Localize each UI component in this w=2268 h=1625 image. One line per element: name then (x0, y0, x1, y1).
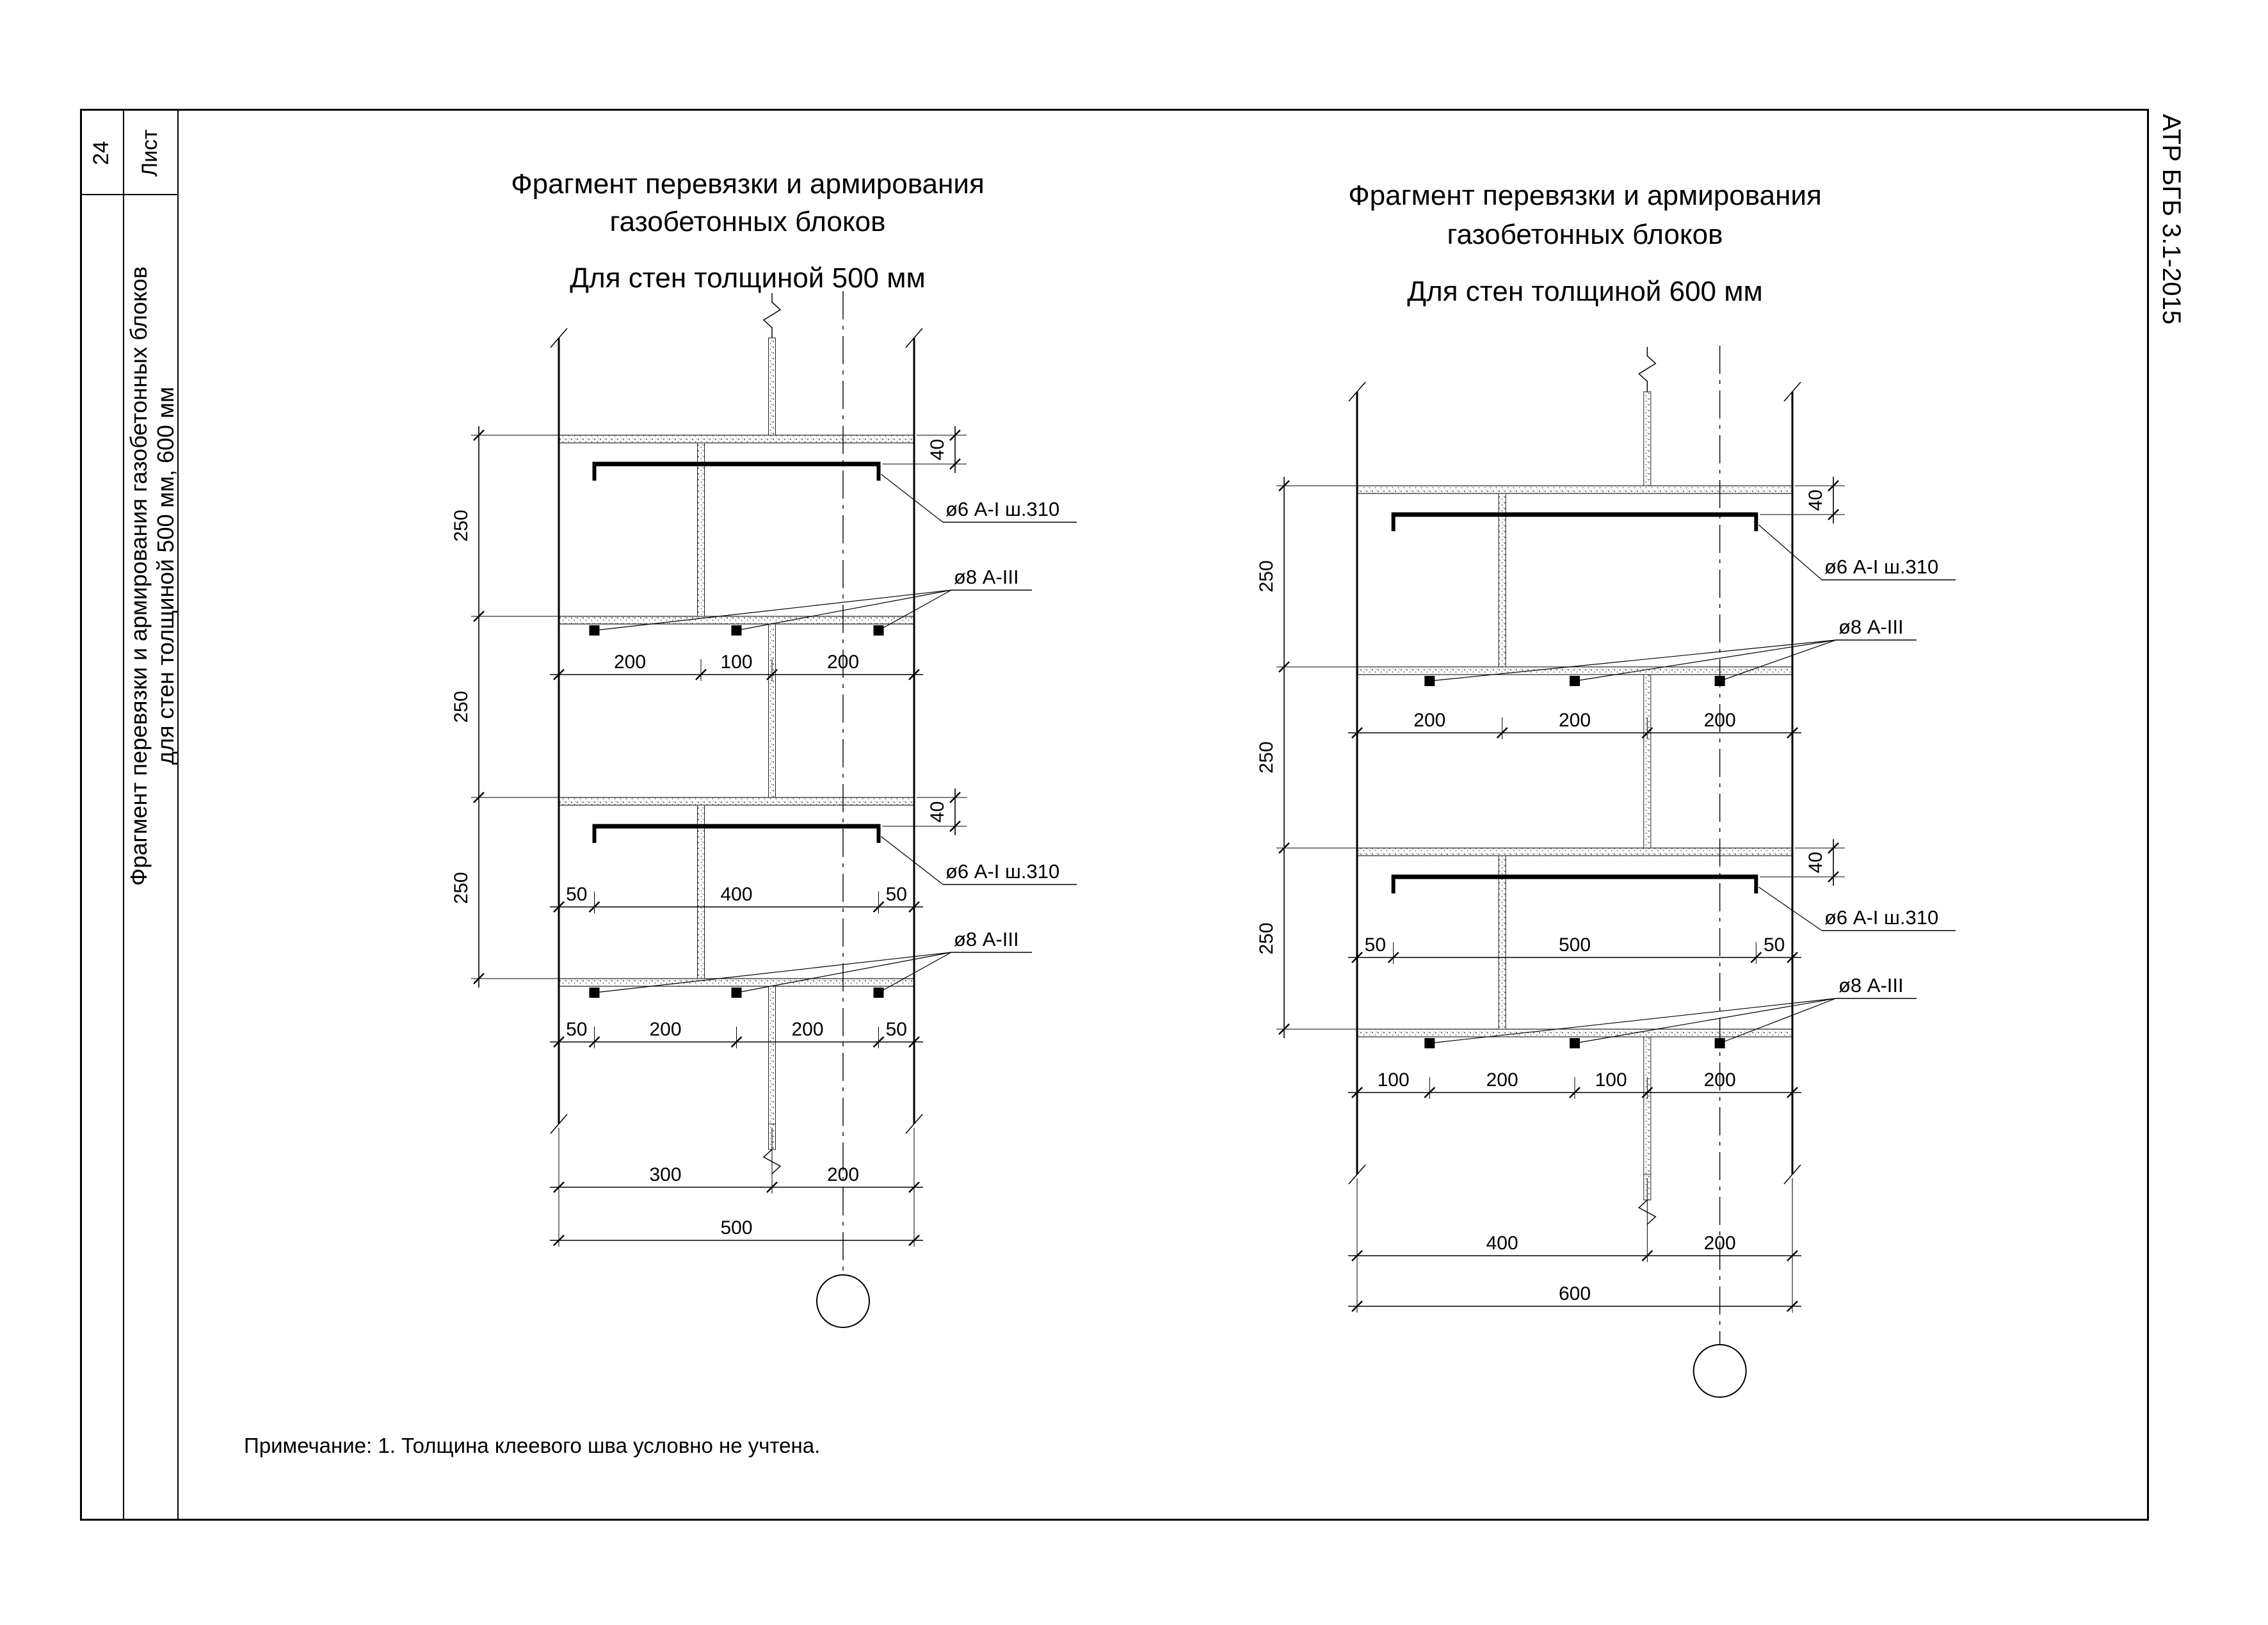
dim-label: 200 (791, 1019, 824, 1040)
drawing2-title-line1: Фрагмент перевязки и армирования (1348, 180, 1822, 211)
rebar-dot (1715, 1038, 1725, 1048)
rebar-annotation: ø8 А-III (1838, 974, 1904, 997)
dim-label: 100 (720, 652, 753, 673)
rebar-annotation: ø8 А-III (1838, 616, 1904, 638)
mortar-joint-band (1357, 1029, 1792, 1037)
vertical-joint (1499, 856, 1506, 1029)
vertical-joint (769, 624, 776, 797)
mortar-joint-band (559, 797, 914, 805)
vertical-joint (1644, 1037, 1651, 1174)
dim-label: 50 (885, 1019, 907, 1040)
dim-label: 400 (720, 884, 753, 905)
rebar-dot (732, 625, 742, 636)
axis-mark (1694, 1345, 1746, 1397)
rebar-dot (1715, 676, 1725, 686)
dim-label: 250 (451, 691, 472, 723)
dim-label: 40 (927, 801, 948, 823)
dim-label: 200 (1558, 710, 1591, 731)
dim-label: 600 (1558, 1283, 1591, 1304)
break-mark (764, 293, 780, 338)
dim-label: 200 (649, 1019, 682, 1040)
dim-label: 40 (1805, 851, 1826, 874)
dim-label: 250 (1256, 560, 1277, 593)
note-text: Примечание: 1. Толщина клеевого шва условно не учтена. (244, 1434, 821, 1457)
rebar-dot (1424, 1038, 1435, 1048)
dim-label: 200 (1703, 710, 1736, 731)
dim-label: 250 (1256, 922, 1277, 955)
mortar-joint-band (559, 616, 914, 624)
drawing2-subtitle: Для стен толщиной 600 мм (1407, 276, 1763, 307)
leader-line (881, 474, 944, 522)
side-title-line2: для стен толщиной 500 мм, 600 мм (152, 387, 179, 765)
dim-label: 300 (649, 1164, 682, 1185)
wall-drawing-500 (451, 291, 1077, 1327)
sheet-label: Лист (138, 129, 162, 177)
rebar-annotation: ø6 А-I ш.310 (1824, 906, 1939, 929)
dim-label: 250 (1256, 741, 1277, 774)
wall-drawing-600 (1256, 346, 1956, 1397)
rebar-annotation: ø6 А-I ш.310 (945, 498, 1060, 520)
dim-label: 100 (1377, 1069, 1410, 1091)
vertical-joint (769, 338, 776, 435)
dim-label: 50 (566, 1019, 588, 1040)
rebar-dot (1424, 676, 1435, 686)
drawing1-title-line1: Фрагмент перевязки и армирования (511, 168, 985, 200)
rebar-annotation: ø6 А-I ш.310 (945, 860, 1060, 883)
vertical-joint (698, 805, 705, 979)
leader-line (1758, 887, 1822, 931)
mortar-joint-band (1357, 848, 1792, 856)
vertical-joint (698, 443, 705, 616)
vertical-joint (1644, 675, 1651, 848)
dim-label: 250 (451, 509, 472, 542)
mortar-joint-band (559, 435, 914, 443)
dim-label: 200 (826, 652, 860, 673)
leader-line (881, 837, 944, 885)
vertical-joint (1499, 493, 1506, 667)
dim-label: 500 (720, 1217, 753, 1238)
dim-label: 50 (1364, 934, 1387, 956)
rebar-dot (1570, 676, 1580, 686)
drawing2-title-line2: газобетонных блоков (1447, 219, 1723, 250)
rebar-dot (874, 625, 884, 636)
dim-label: 200 (1486, 1069, 1518, 1091)
dim-label: 200 (826, 1164, 860, 1185)
break-mark (1639, 347, 1655, 392)
dim-label: 50 (566, 884, 588, 905)
vertical-joint (1644, 392, 1651, 486)
dim-label: 100 (1595, 1069, 1627, 1091)
dim-label: 250 (451, 872, 472, 904)
leader-line (1758, 525, 1822, 580)
rebar-annotation: ø6 А-I ш.310 (1824, 556, 1939, 578)
dim-label: 50 (885, 884, 907, 905)
drawing1-subtitle: Для стен толщиной 500 мм (570, 262, 926, 294)
drawing1-title-line2: газобетонных блоков (609, 206, 886, 237)
dim-label: 200 (1703, 1069, 1736, 1091)
dim-label: 200 (1413, 710, 1446, 731)
dim-label: 400 (1486, 1233, 1518, 1254)
rebar-dot (590, 988, 600, 998)
dim-label: 40 (1805, 489, 1826, 511)
mortar-joint-band (559, 979, 914, 986)
dim-label: 200 (1703, 1233, 1736, 1254)
rebar-dot (1570, 1038, 1580, 1048)
axis-mark (817, 1275, 869, 1327)
doc-code: АТР БГБ 3.1-2015 (2157, 114, 2185, 324)
rebar-dot (874, 988, 884, 998)
rebar-annotation: ø8 А-III (954, 566, 1019, 588)
dim-label: 500 (1558, 934, 1591, 956)
dim-label: 40 (927, 438, 948, 461)
rebar-annotation: ø8 А-III (954, 928, 1019, 950)
sheet-number: 24 (89, 141, 113, 165)
mortar-joint-band (1357, 667, 1792, 675)
rebar-dot (590, 625, 600, 636)
vertical-joint (769, 986, 776, 1124)
dim-label: 50 (1763, 934, 1785, 956)
dim-label: 200 (613, 652, 647, 673)
rebar-dot (732, 988, 742, 998)
side-title-line1: Фрагмент перевязки и армирования газобетонных блоков (125, 266, 152, 886)
mortar-joint-band (1357, 486, 1792, 493)
